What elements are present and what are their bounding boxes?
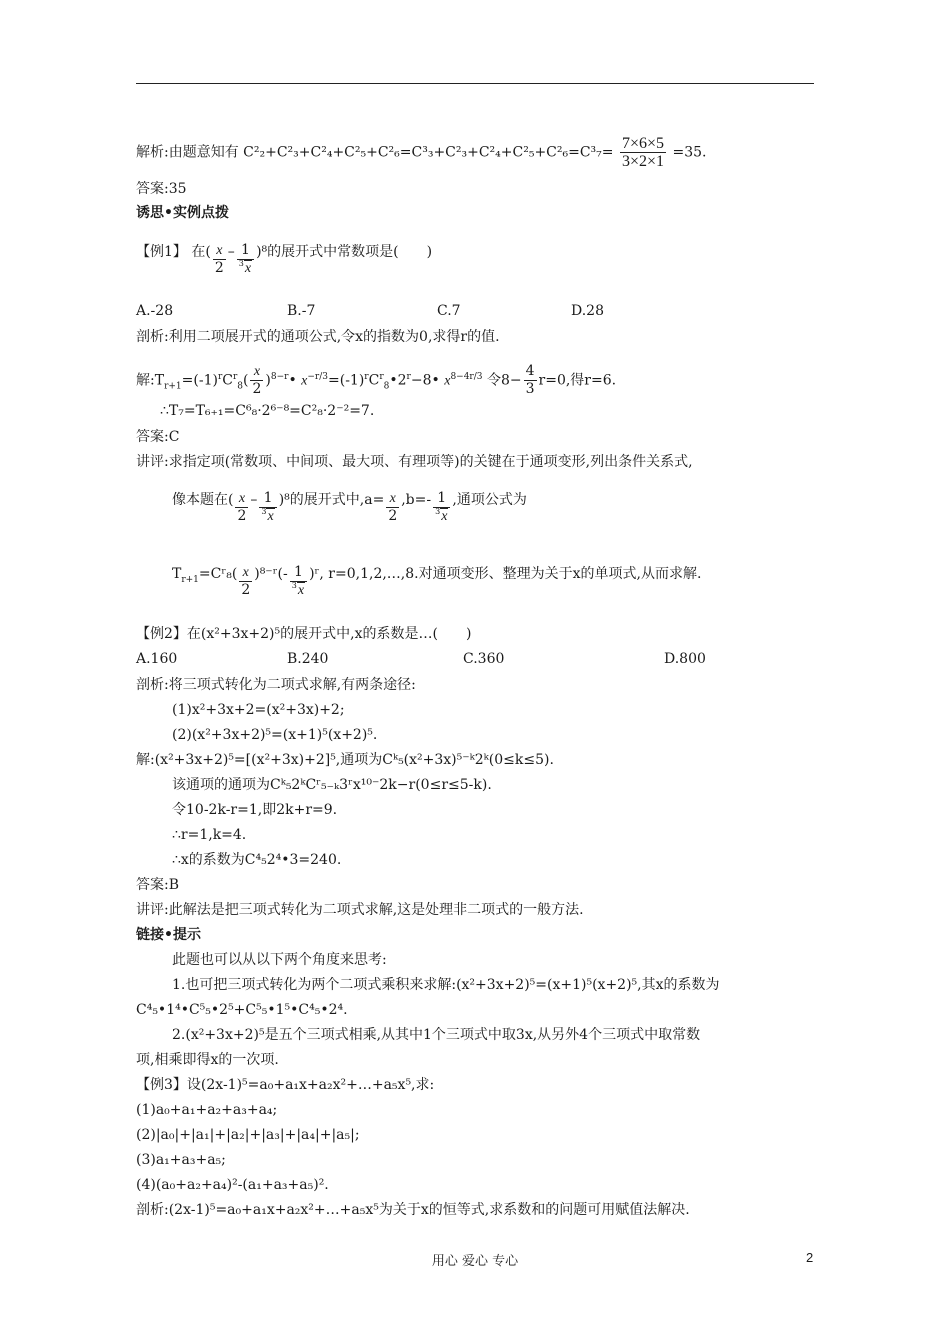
- ex1-frac-cbrt: $\frac{1}{^3x}$: [237, 242, 254, 278]
- comment2-frac1: $\frac{x}{2}$: [237, 491, 247, 524]
- ex1-option-d: D.28: [571, 303, 604, 319]
- intro-sum: C²₂+C²₃+C²₄+C²₅+C²₆=C³₃+C²₃+C²₄+C²₅+C²₆=C³₇=: [243, 144, 614, 161]
- ex3-tag: 【例3】: [136, 1077, 187, 1093]
- frac-denominator: 3×2×1: [621, 153, 665, 170]
- ex1-analysis: 剖析:利用二项展开式的通项公式,令x的指数为0,求得r的值.: [136, 329, 500, 345]
- ex1-option-c: C.7: [437, 303, 461, 319]
- ex2-tag: 【例2】: [136, 626, 187, 642]
- comment2-frac3: $\frac{x}{2}$: [388, 491, 398, 524]
- ex2-sol1: 解:(x²+3x+2)⁵=[(x²+3x)+2]⁵,通项为Cᵏ₅(x²+3x)⁵⁻ᵏ2ᵏ(0≤k≤5).: [136, 752, 554, 768]
- comment3-frac1: $\frac{x}{2}$: [241, 565, 251, 598]
- ex1-comment2: 像本题在( $\frac{x}{2}$ – $\frac{1}{^3x}$ )⁸的展开式中,a= $\frac{x}{2}$ ,b=- $\frac{1}{^3x}$ ,通项公式为: [172, 490, 527, 524]
- ex3-analysis: 剖析:(2x-1)⁵=a₀+a₁x+a₂x²+…+a₅x⁵为关于x的恒等式,求系数和的问题可用赋值法解决.: [136, 1202, 690, 1218]
- comment2-frac4: $\frac{1}{^3x}$: [433, 490, 450, 526]
- ex2-sol5: ∴x的系数为C⁴₅2⁴•3=240.: [172, 852, 342, 868]
- ex2-sol2: 该通项的通项为Cᵏ₅2ᵏCʳ₅₋ₖ3ʳx¹⁰⁻2k−r(0≤r≤5-k).: [172, 777, 492, 793]
- ex1-comment3: $T_{r+1}=Cʳ_8$( $\frac{x}{2}$ )⁸⁻ʳ(- $\frac{1}{^3x}$ )ʳ, r=0,1,2,…,8.对通项变形、整理为关于x的单项式,从而求解.: [172, 564, 702, 598]
- section-title-2: 链接•提示: [136, 927, 201, 943]
- page-number: 2: [806, 1250, 814, 1265]
- ex1-sol-frac43: $\frac{4}{3}$: [525, 363, 535, 397]
- ex3-q1: (1)a₀+a₁+a₂+a₃+a₄;: [136, 1102, 278, 1118]
- intro-prefix: 解析:由题意知有: [136, 144, 239, 161]
- comment2-b: )⁸的展开式中,a=: [278, 492, 385, 508]
- ex1-tag: 【例1】: [136, 244, 187, 260]
- hint-line3: C⁴₅•1⁴•C⁵₅•2⁵+C⁵₅•1⁵•C⁴₅•2⁴.: [136, 1002, 348, 1018]
- ex1-answer: 答案:C: [136, 429, 180, 445]
- header-rule: [136, 83, 814, 84]
- comment3-b: =Cʳ₈(: [198, 566, 238, 582]
- ex1-solution: 解$:T_{r+1}=(-1)^rC^r_8$( $\frac{x}{2}$ )$^{8-r}$• $x^{-r/3}=(-1)^rC^r_8•2^r-8•$ $x^{8-4r/3}$ 令8− $\frac{4}{3}$ r=0,得r=6.: [136, 363, 617, 397]
- hint-line5: 项,相乘即得x的一次项.: [136, 1052, 279, 1068]
- ex3-q3: (3)a₁+a₃+a₅;: [136, 1152, 226, 1168]
- comment3-d: )ʳ, r=0,1,2,…,8.对通项变形、整理为关于x的单项式,从而求解.: [309, 566, 702, 582]
- hint-line4: 2.(x²+3x+2)⁵是五个三项式相乘,从其中1个三项式中取3x,从另外4个三项式中取常数: [172, 1027, 701, 1043]
- comment2-a: 像本题在(: [172, 492, 234, 508]
- hint-line1: 此题也可以从以下两个角度来思考:: [172, 952, 387, 968]
- ex1-therefore: ∴T₇=T₆₊₁=C⁶₈·2⁶⁻⁸=C²₈·2⁻²=7.: [160, 403, 375, 419]
- ex2-option-b: B.240: [287, 651, 329, 667]
- ex2-analysis: 剖析:将三项式转化为二项式求解,有两条途径:: [136, 677, 416, 693]
- ex1-frac-x2: $\frac{x}{2}$: [214, 243, 224, 276]
- ex1-sol-prefix: 解:: [136, 372, 155, 389]
- intro-fraction: [620, 135, 666, 170]
- comment2-frac2: $\frac{1}{^3x}$: [259, 490, 276, 526]
- ex2-answer: 答案:B: [136, 877, 180, 893]
- ex2-comment: 讲评:此解法是把三项式转化为二项式求解,这是处理非二项式的一般方法.: [136, 902, 584, 918]
- ex3-question-text: 设(2x-1)⁵=a₀+a₁x+a₂x²+…+a₅x⁵,求:: [186, 1077, 435, 1093]
- ex2-option-c: C.360: [463, 651, 505, 667]
- ex1-option-b: B.-7: [287, 303, 316, 319]
- intro-result: =35.: [672, 144, 707, 161]
- intro-answer: 答案:35: [136, 181, 187, 197]
- ex2-way2: (2)(x²+3x+2)⁵=(x+1)⁵(x+2)⁵.: [172, 727, 378, 743]
- ex1-question: 【例1】 在( $\frac{x}{2}$ – $\frac{1}{^3x}$ )⁸的展开式中常数项是( ): [136, 242, 433, 276]
- ex1-q-prefix: 在(: [191, 244, 211, 260]
- intro-analysis: [136, 135, 706, 170]
- comment3-a: T: [172, 566, 182, 582]
- ex2-question-text: 在(x²+3x+2)⁵的展开式中,x的系数是…( ): [186, 626, 472, 642]
- hint-line2: 1.也可把三项式转化为两个二项式乘积来求解:(x²+3x+2)⁵=(x+1)⁵(x+2)⁵,其x的系数为: [172, 977, 720, 993]
- ex2-question: [136, 625, 471, 643]
- ex2-option-a: A.160: [136, 651, 178, 667]
- comment3-c: )⁸⁻ʳ(-: [254, 566, 288, 582]
- ex1-sol-frac: $\frac{x}{2}$: [252, 364, 262, 397]
- section-title-1: 诱思•实例点拨: [136, 205, 229, 221]
- page-footer: 用心 爱心 专心: [431, 1254, 519, 1269]
- ex3-q2: (2)|a₀|+|a₁|+|a₂|+|a₃|+|a₄|+|a₅|;: [136, 1127, 360, 1143]
- ex1-option-a: A.-28: [136, 303, 174, 319]
- ex1-q-suffix: )⁸的展开式中常数项是( ): [256, 244, 433, 260]
- ex1-comment1: 讲评:求指定项(常数项、中间项、最大项、有理项等)的关键在于通项变形,列出条件关系式,: [136, 454, 693, 470]
- ex2-sol3: 令10-2k-r=1,即2k+r=9.: [172, 802, 338, 818]
- ex2-way1: (1)x²+3x+2=(x²+3x)+2;: [172, 702, 345, 718]
- frac-numerator: 7×6×5: [621, 135, 665, 152]
- comment2-d: ,通项公式为: [452, 492, 527, 508]
- ex3-q4: (4)(a₀+a₂+a₄)²-(a₁+a₃+a₅)².: [136, 1177, 329, 1193]
- ex2-sol4: ∴r=1,k=4.: [172, 827, 247, 843]
- ex3-question: [136, 1076, 434, 1094]
- ex2-option-d: D.800: [664, 651, 706, 667]
- comment3-frac2: $\frac{1}{^3x}$: [290, 564, 307, 600]
- comment2-c: ,b=-: [401, 492, 432, 508]
